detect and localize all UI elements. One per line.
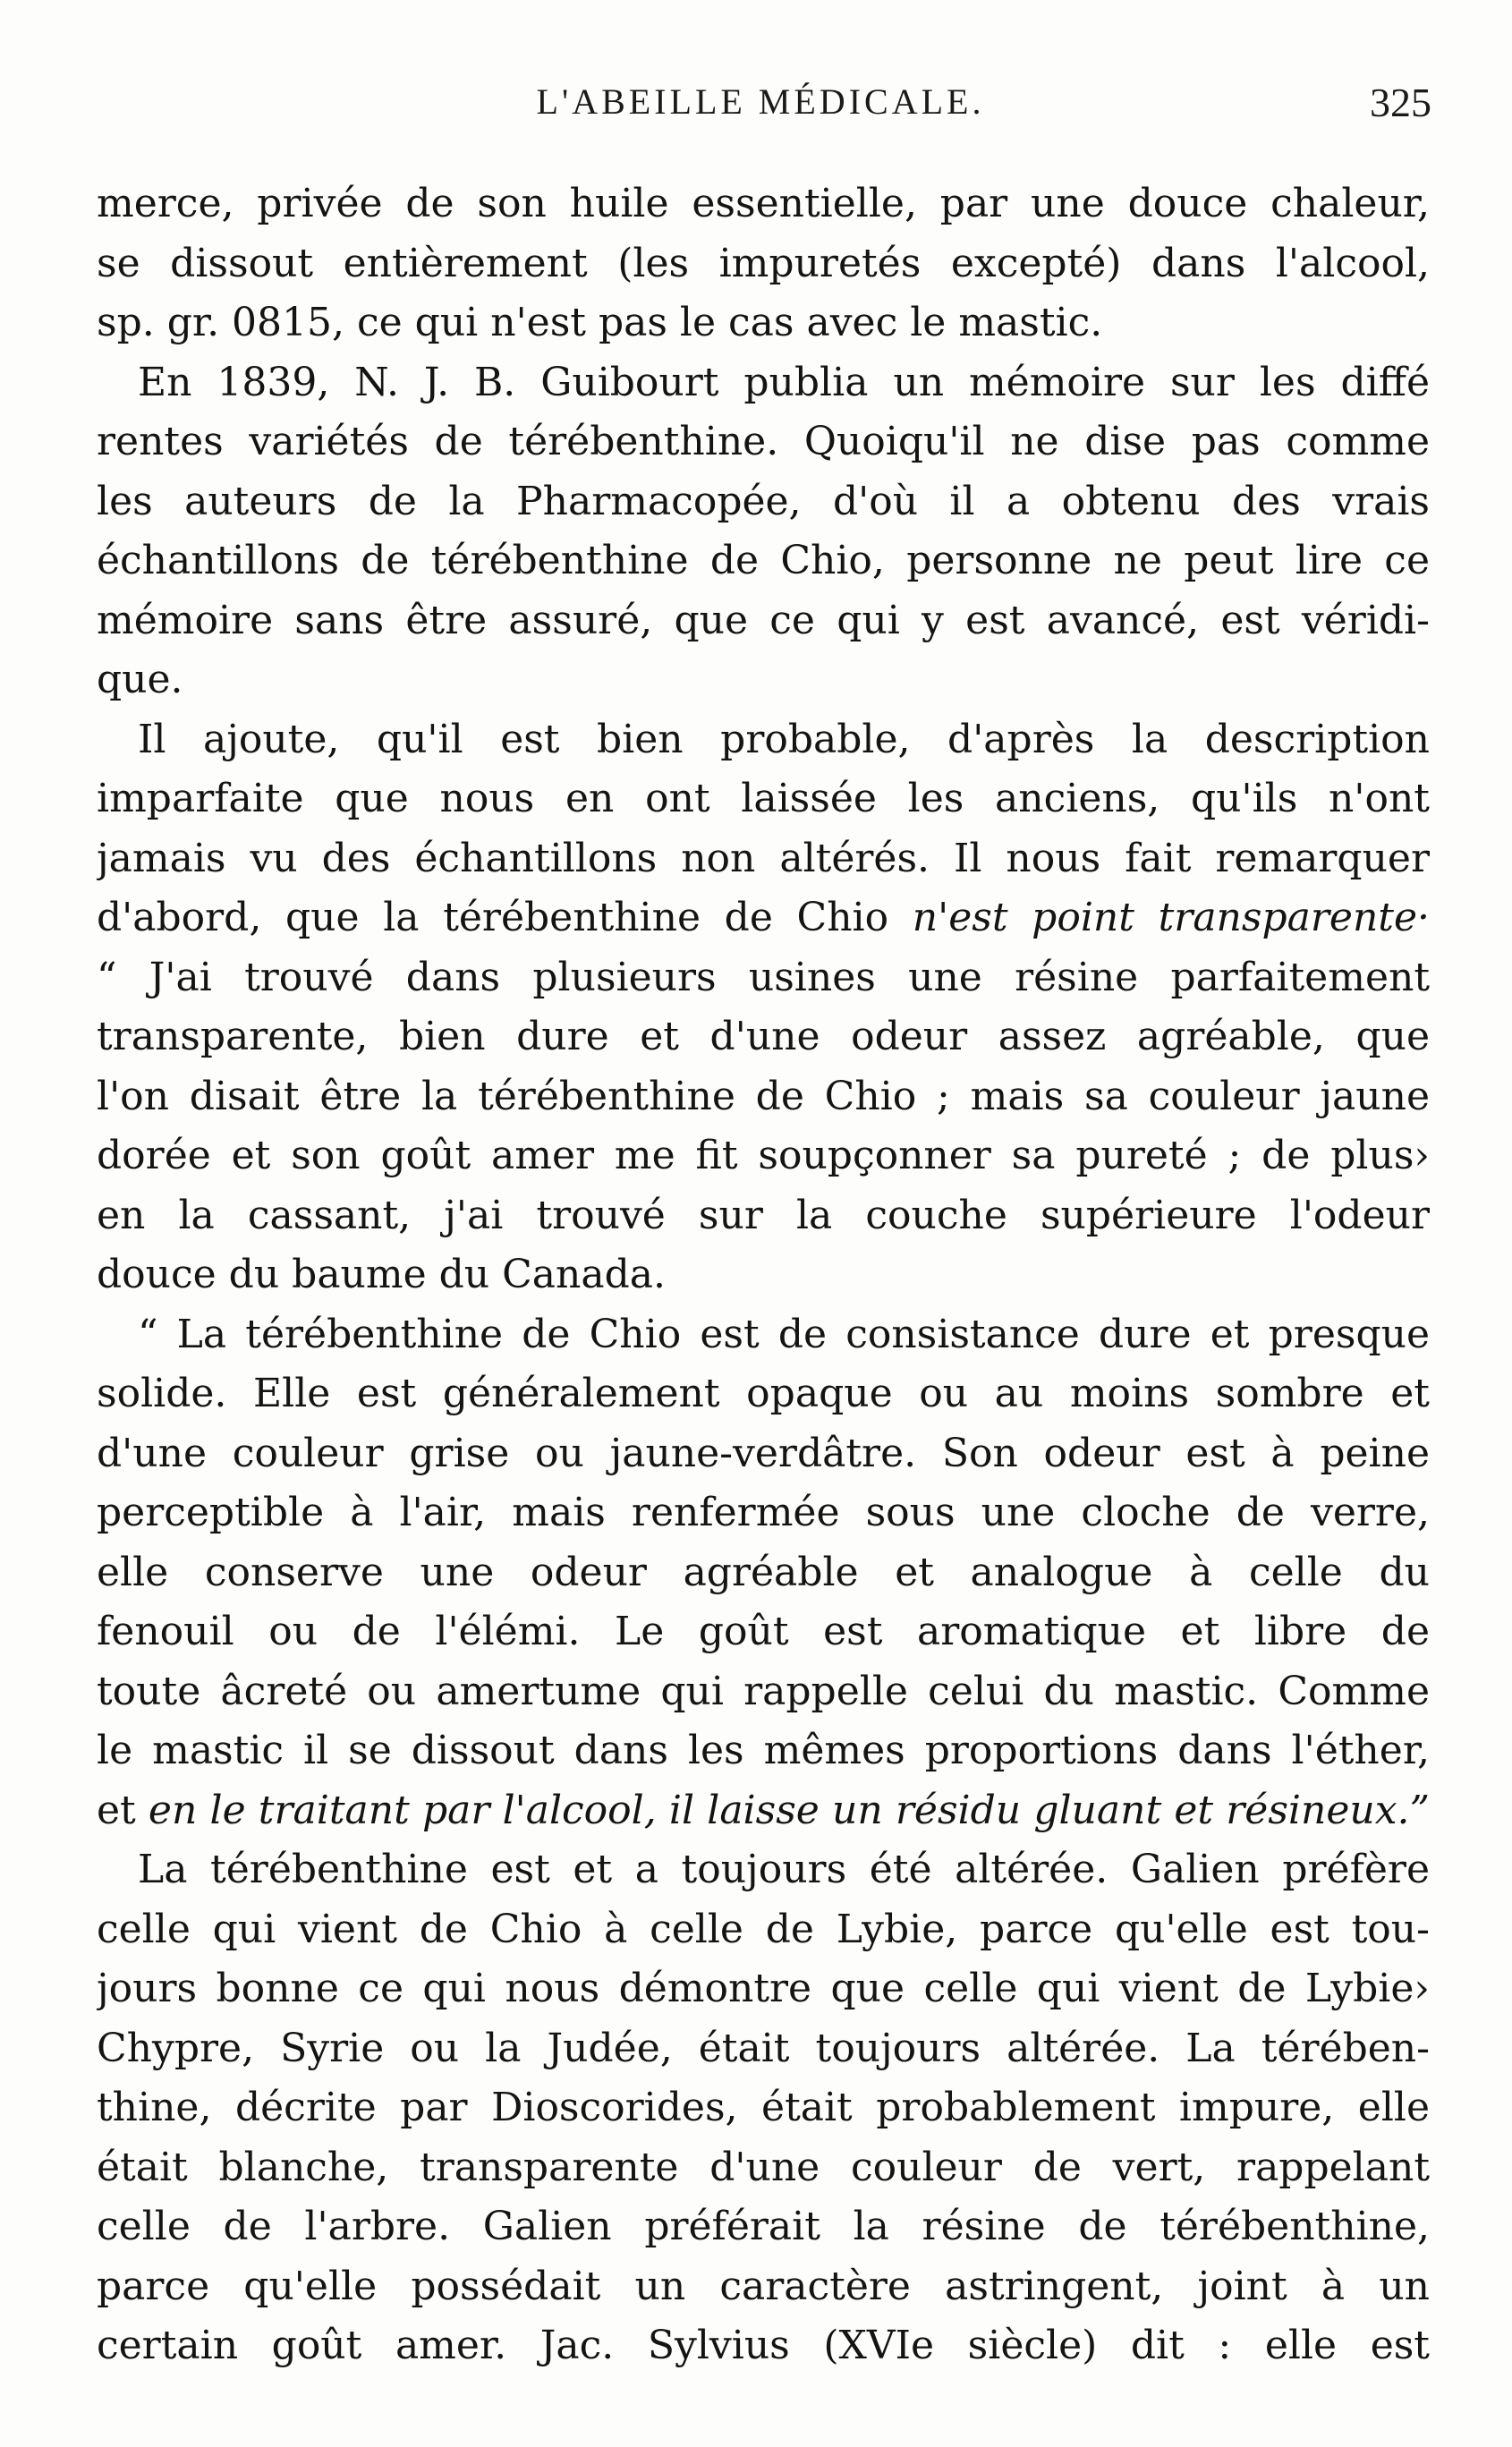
text-line — [97, 353, 1430, 413]
text-line-content: échantillons de térébenthine de Chio, personne ne peut lire ce — [97, 538, 1430, 583]
text-line — [97, 1126, 1430, 1186]
text-line-content: était blanche, transparente d'une couleur de vert, rappelant — [97, 2144, 1430, 2190]
text-line-content: mémoire sans être assuré, que ce qui y est avancé, est véridi- — [97, 597, 1430, 643]
text-line — [97, 888, 1430, 948]
text-line — [97, 412, 1430, 472]
text-line-content: jamais vu des échantillons non altérés. Il nous fait remarquer — [97, 835, 1430, 881]
text-line — [97, 2257, 1430, 2317]
text-line-content: toute âcreté ou amertume qui rappelle celui du mastic. Comme — [97, 1668, 1430, 1714]
page-header — [89, 81, 1431, 143]
text-line — [97, 710, 1430, 770]
text-line-content: merce, privée de son huile essentielle, par une douce chaleur, — [97, 181, 1430, 226]
text-line — [97, 1781, 1430, 1841]
page-number: 325 — [1370, 80, 1431, 125]
text-line — [97, 234, 1430, 294]
text-line — [97, 2197, 1430, 2257]
text-line-content: “ La térébenthine de Chio est de consistance dure et presque — [138, 1311, 1430, 1357]
text-line — [97, 1424, 1430, 1484]
text-line-content: que. — [97, 657, 183, 702]
text-line — [97, 293, 1430, 353]
text-line-content: La térébenthine est et a toujours été altérée. Galien préfère — [138, 1847, 1430, 1892]
text-line — [97, 1602, 1430, 1662]
text-line-content: jours bonne ce qui nous démontre que celle qui vient de Lybie› — [97, 1966, 1430, 2011]
text-line-content: l'on disait être la térébenthine de Chio ; mais sa couleur jaune — [97, 1073, 1430, 1119]
text-line-content: Chypre, Syrie ou la Judée, était toujours altérée. La térében- — [97, 2025, 1430, 2071]
text-line-content: En 1839, N. J. B. Guibourt publia un mémoire sur les diffé — [138, 359, 1430, 405]
text-line-content: solide. Elle est généralement opaque ou au moins sombre et — [97, 1371, 1430, 1416]
running-title: L'ABEILLE MÉDICALE. — [536, 81, 985, 122]
text-line — [97, 1543, 1430, 1603]
text-line-content: Il ajoute, qu'il est bien probable, d'après la description — [138, 716, 1430, 762]
text-line-content: fenouil ou de l'élémi. Le goût est aromatique et libre de — [97, 1609, 1430, 1654]
text-line — [97, 1959, 1430, 2019]
text-line-content: celle qui vient de Chio à celle de Lybie, parce qu'elle est tou- — [97, 1906, 1430, 1952]
text-line — [97, 174, 1430, 234]
text-line — [97, 1662, 1430, 1722]
text-line-content: certain goût amer. Jac. Sylvius (XVIe siècle) dit : elle est — [97, 2323, 1430, 2368]
text-line — [97, 1067, 1430, 1127]
text-line-content: douce du baume du Canada. — [97, 1252, 666, 1297]
text-line — [97, 829, 1430, 889]
text-line — [97, 531, 1430, 591]
text-line-content: “ J'ai trouvé dans plusieurs usines une résine parfaitement — [97, 954, 1430, 1000]
text-line — [97, 650, 1430, 710]
text-line — [97, 769, 1430, 829]
text-line — [97, 2078, 1430, 2138]
text-line — [97, 1900, 1430, 1960]
text-line — [97, 1483, 1430, 1543]
text-line-content: et — [97, 1787, 149, 1833]
text-line-content: imparfaite que nous en ont laissée les anciens, qu'ils n'ont — [97, 776, 1430, 821]
text-line — [97, 1840, 1430, 1900]
text-line-content: rentes variétés de térébenthine. Quoiqu'il ne dise pas comme — [97, 419, 1430, 464]
text-line-content: d'une couleur grise ou jaune-verdâtre. Son odeur est à peine — [97, 1430, 1430, 1476]
body-text — [97, 174, 1430, 2376]
text-line — [97, 472, 1430, 532]
text-line — [97, 1186, 1430, 1246]
text-line-content: transparente, bien dure et d'une odeur assez agréable, que — [97, 1014, 1430, 1059]
text-line-content: se dissout entièrement (les impuretés excepté) dans l'alcool, — [97, 240, 1430, 286]
italic-text: n'est point transparente· — [912, 895, 1430, 940]
text-line-content: le mastic il se dissout dans les mêmes proportions dans l'éther, — [97, 1728, 1430, 1773]
text-line — [97, 2019, 1430, 2079]
text-line-content: sp. gr. 0815, ce qui n'est pas le cas avec le mastic. — [97, 300, 1103, 345]
text-line-content: les auteurs de la Pharmacopée, d'où il a obtenu des vrais — [97, 478, 1430, 524]
italic-text: en le traitant par l'alcool, il laisse un résidu gluant et résineux.” — [148, 1787, 1430, 1833]
text-line-content: thine, décrite par Dioscorides, était probablement impure, elle — [97, 2085, 1430, 2130]
text-line-content: dorée et son goût amer me fit soupçonner sa pureté ; de plus› — [97, 1133, 1430, 1178]
text-line — [97, 1721, 1430, 1781]
text-line — [97, 1245, 1430, 1305]
text-line — [97, 2316, 1430, 2376]
text-line — [97, 1007, 1430, 1067]
text-line-content: en la cassant, j'ai trouvé sur la couche supérieure l'odeur — [97, 1192, 1430, 1238]
text-line-content: parce qu'elle possédait un caractère astringent, joint à un — [97, 2263, 1430, 2309]
text-line-content: perceptible à l'air, mais renfermée sous une cloche de verre, — [97, 1490, 1430, 1535]
text-line — [97, 1364, 1430, 1424]
text-line — [97, 2138, 1430, 2198]
text-line-content: celle de l'arbre. Galien préférait la résine de térébenthine, — [97, 2204, 1430, 2249]
text-line — [97, 948, 1430, 1008]
text-line-content: elle conserve une odeur agréable et analogue à celle du — [97, 1549, 1430, 1595]
text-line — [97, 1305, 1430, 1365]
text-line-content: d'abord, que la térébenthine de Chio — [97, 895, 913, 940]
text-line — [97, 591, 1430, 651]
